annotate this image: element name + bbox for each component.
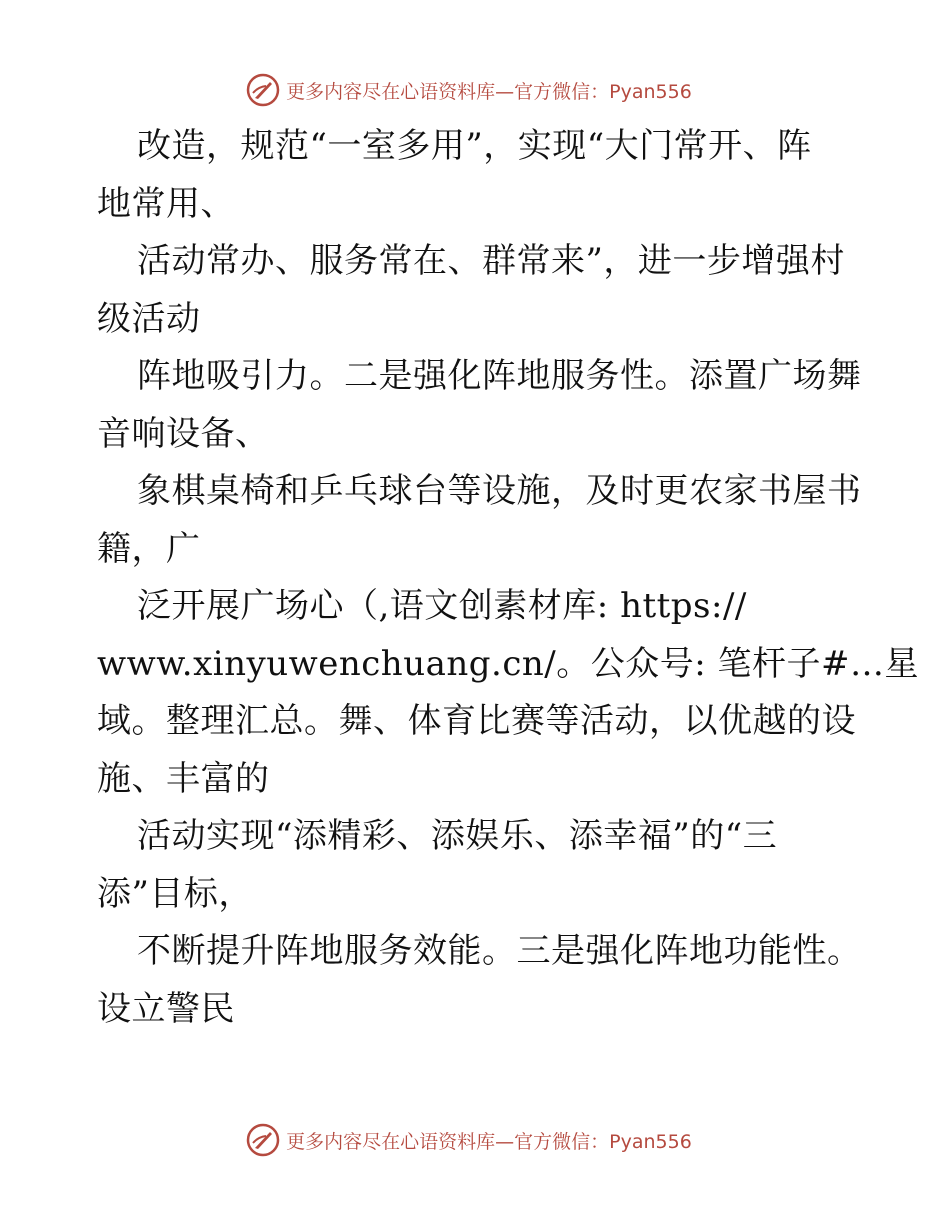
body-line: 籍，广 (97, 528, 201, 569)
body-line: 阵地吸引力。二是强化阵地服务性。添置广场舞 (137, 356, 862, 396)
body-line: www.xinyuwenchuang.cn/。公众号: 笔杆子#…星 (97, 643, 919, 684)
document-body (97, 118, 919, 1038)
header-text: 更多内容尽在心语资料库—官方微信：Pyan556 (286, 80, 692, 103)
footer-banner (0, 1120, 950, 1160)
body-line: 施、丰富的 (97, 758, 270, 799)
body-line: 地常用、 (97, 183, 235, 224)
header-banner (0, 70, 950, 110)
body-line: 泛开展广场心（,语文创素材库: https:// (137, 586, 747, 626)
body-line: 象棋桌椅和乒乓球台等设施，及时更农家书屋书 (137, 471, 862, 511)
body-line: 改造，规范“一室多用”，实现“大门常开、阵 (137, 126, 812, 166)
footer-text: 更多内容尽在心语资料库—官方微信：Pyan556 (286, 1130, 692, 1153)
body-line: 域。整理汇总。舞、体育比赛等活动，以优越的设 (97, 701, 856, 741)
quill-logo-icon (246, 1123, 280, 1157)
quill-logo-icon (246, 73, 280, 107)
body-line: 活动常办、服务常在、群常来”，进一步增强村 (137, 241, 845, 281)
body-line: 设立警民 (97, 988, 235, 1029)
body-line: 不断提升阵地服务效能。三是强化阵地功能性。 (137, 931, 862, 971)
body-line: 级活动 (97, 298, 201, 339)
body-line: 活动实现“添精彩、添娱乐、添幸福”的“三 (137, 816, 778, 856)
body-line: 添”目标， (97, 873, 253, 914)
body-line: 音响设备、 (97, 413, 270, 454)
